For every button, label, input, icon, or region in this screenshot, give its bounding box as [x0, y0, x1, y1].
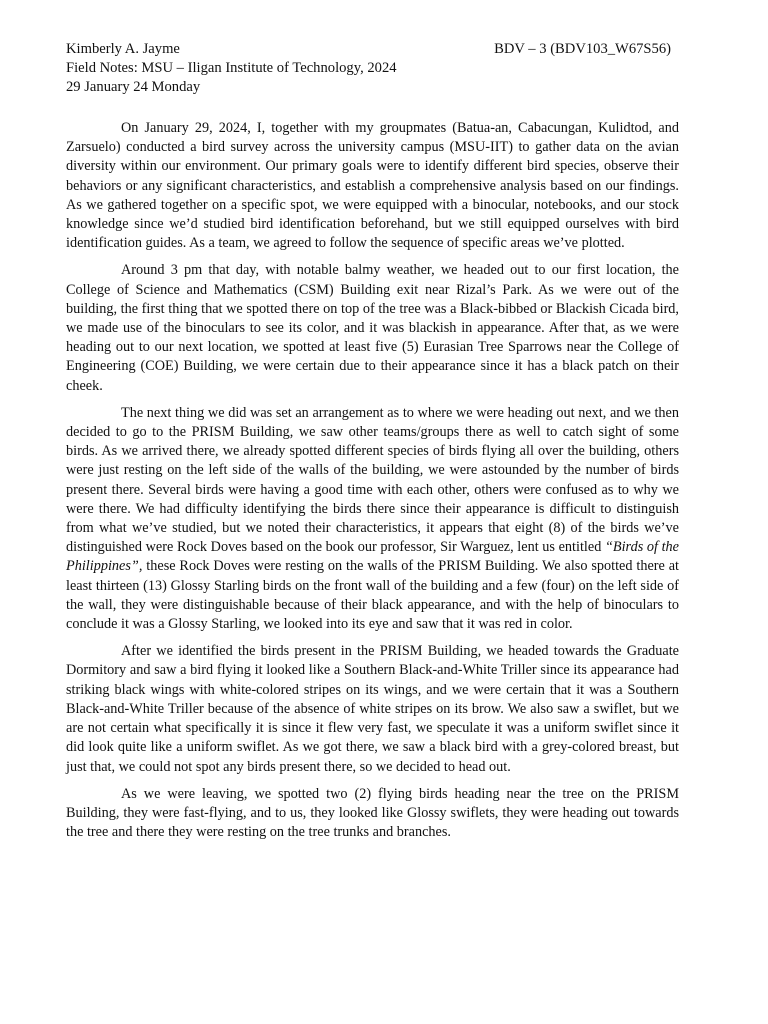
paragraph-5: As we were leaving, we spotted two (2) flying birds heading near the tree on the PRISM Building, they were fast-flying, and to us, they looked like Glossy swiflets, they were heading out towards the tree and there they were resting on the tree trunks and branches. — [66, 785, 679, 841]
paragraph-1: On January 29, 2024, I, together with my groupmates (Batua-an, Cabacungan, Kulidtod, and Zarsuelo) conducted a bird survey across the university campus (MSU-IIT) to gather data on the avian diversity within our environment. Our primary goals were to identify different bird species, observe their behaviors or any significant characteristics, and establish a comprehensive analysis based on our findings. As we gathered together on a specific spot, we were equipped with a binocular, notebooks, and our stock knowledge since we’d studied bird identification beforehand, but we still equipped ourselves with bird identification guides. As a team, we agreed to follow the sequence of specific areas we’ve plotted. — [66, 120, 679, 252]
paragraph-2: Around 3 pm that day, with notable balmy weather, we headed out to our first location, the College of Science and Mathematics (CSM) Building exit near Rizal’s Park. As we were out of the building, the first thing that we spotted there on top of the tree was a Black-bibbed or Blackish Cicada bird, we made use of the binoculars to see its color, and it was blackish in appearance. After that, as we were heading out to our next location, we spotted at least five (5) Eurasian Tree Sparrows near the College of Engineering (COE) Building, we were certain due to their appearance since it has a black patch on their cheek. — [66, 262, 679, 394]
document-code: BDV – 3 (BDV103_W67S56) — [494, 41, 671, 57]
document-subtitle: Field Notes: MSU – Iligan Institute of Technology, 2024 — [66, 60, 397, 76]
document-header — [66, 40, 679, 97]
document-body — [66, 119, 679, 842]
author-name: Kimberly A. Jayme — [66, 41, 180, 57]
paragraph-3-text-after: these Rock Doves were resting on the walls of the PRISM Building. We also spotted there at least thirteen (13) Glossy Starling birds on the front wall of the building and a few (four) on the left side of the wall, they were distinguishable because of their black appearance, and with the help of binoculars to conclude it was a Glossy Starling, we looked into its eye and saw that it was red in color. — [66, 558, 679, 633]
paragraph-3 — [66, 404, 679, 634]
paragraph-4: After we identified the birds present in the PRISM Building, we headed towards the Graduate Dormitory and saw a bird flying it looked like a Southern Black-and-White Triller since its appearance had striking black wings with white-colored stripes on its wings, and we were certain that it was a Southern Black-and-White Triller because of the absence of white stripes on its brow. We also saw a swiflet, but we are not certain what specifically it is since it flew very fast, we speculate it was a uniform swiflet since it did look quite like a uniform swiflet. As we got there, we saw a black bird with a grey-colored breast, but just that, we could not spot any birds present there, so we decided to head out. — [66, 643, 679, 775]
document-page — [66, 40, 679, 850]
book-title: “Birds of the Philippines”, — [66, 539, 679, 575]
paragraph-3-text-before: The next thing we did was set an arrangement as to where we were heading out next, and we then decided to go to the PRISM Building, we saw other teams/groups there as well to catch sight of some birds. As we arrived there, we already spotted different species of birds flying all over the building, others were just resting on the left side of the walls of the building, we were astounded by the number of birds present there. Several birds were having a good time with each other, others were confused as to why we were there. We had difficulty identifying the birds there since their appearance is difficult to distinguish from what we’ve studied, but we noted their characteristics, it appears that eight (8) of the birds we’ve distinguished were Rock Doves based on the book our professor, Sir Warguez, lent us entitled — [66, 404, 679, 556]
document-date: 29 January 24 Monday — [66, 79, 201, 95]
